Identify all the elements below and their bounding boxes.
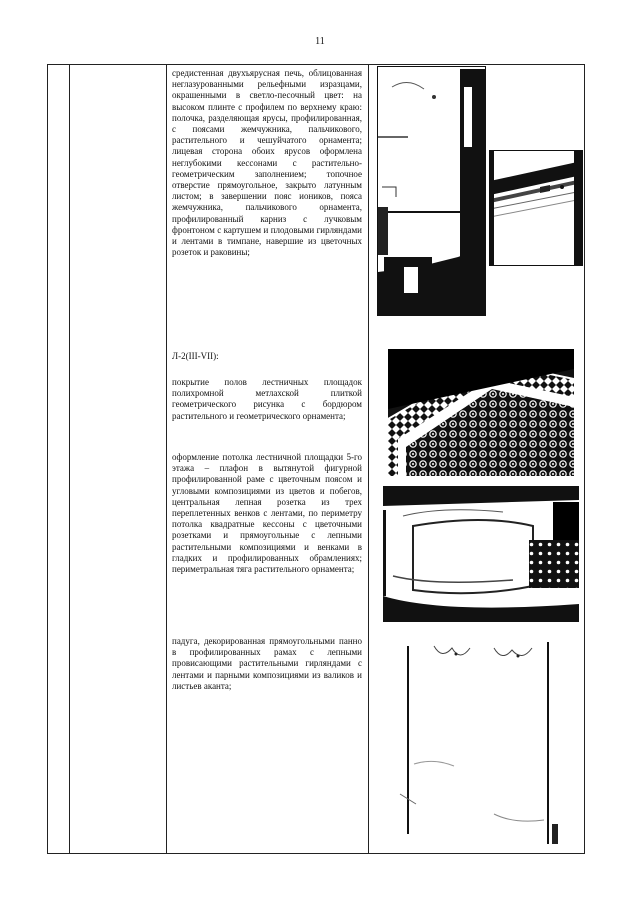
floor-tile-photo-image	[388, 349, 574, 476]
stove-photo-image	[378, 67, 485, 315]
table-col-line-2	[69, 64, 70, 854]
stove-photo	[377, 66, 486, 316]
section-heading	[172, 351, 362, 362]
ceiling-plafond-photo-image	[383, 486, 579, 622]
floor-description-text: покрытие полов лестничных площадок полихромной метлахской плиткой геометрического рисунка с бордюром растительного и геометрического орнамента;	[172, 377, 362, 421]
stove-description	[172, 68, 362, 258]
stove-description-text: средистенная двухъярусная печь, облицованная неглазурованными рельефными изразцами, окрашенными в светло-песочный цвет: на высоком плинте с профилем по верхнему краю: полочка, разделяющая ярусы, профилированная, с поясами жемчужника, пальчикового, растительного и чешуйчатого орнамента; лицевая сторона обоих ярусов оформлена неглубокими кессонами с растительно-геометрическим заполнением; топочное отверстие прямоугольное, закрыто латунным листом; в завершении пояс иоников, пояса жемчужника, пальчикового орнамента, профилированный карниз с лучковым фронтоном с картушем и плодовыми гирляндами и лентами в тимпане, навершие из цветочных розеток и раковины;	[172, 68, 362, 258]
table-top-border	[47, 64, 585, 65]
padouga-photo	[394, 634, 566, 852]
floor-description	[172, 377, 362, 422]
padouga-description-text: падуга, декорированная прямоугольными панно в профилированных рамах с лепными провисающими растительными гирляндами с лентами и парными композициями из валиков и листьев аканта;	[172, 636, 362, 691]
table-col-line-4	[368, 64, 369, 854]
table-col-line-3	[166, 64, 167, 854]
floor-tile-photo	[388, 349, 574, 476]
table-bottom-border	[47, 853, 585, 854]
stove-cornice-photo	[489, 150, 583, 266]
section-heading-text: Л-2(III-VII):	[172, 351, 219, 361]
ceiling-description	[172, 452, 362, 575]
padouga-photo-image	[394, 634, 566, 852]
stove-cornice-photo-image	[490, 151, 582, 265]
table-col-line-1	[47, 64, 48, 854]
page-number: 11	[315, 36, 325, 47]
ceiling-description-text: оформление потолка лестничной площадки 5-го этажа – плафон в вытянутой фигурной профилированной раме с цветочным поясом и угловыми композициями из цветов и побегов, центральная лепная розетка из трех переплетенных венков с лентами, по периметру потолка квадратные кессоны с цветочными розетками и прямоугольные с лепными растительными композициями и венками в гладких и профилированных обрамлениях; периметральная тяга растительного орнамента;	[172, 452, 362, 575]
table-col-line-5	[584, 64, 585, 854]
ceiling-plafond-photo	[383, 486, 579, 622]
padouga-description	[172, 636, 362, 692]
